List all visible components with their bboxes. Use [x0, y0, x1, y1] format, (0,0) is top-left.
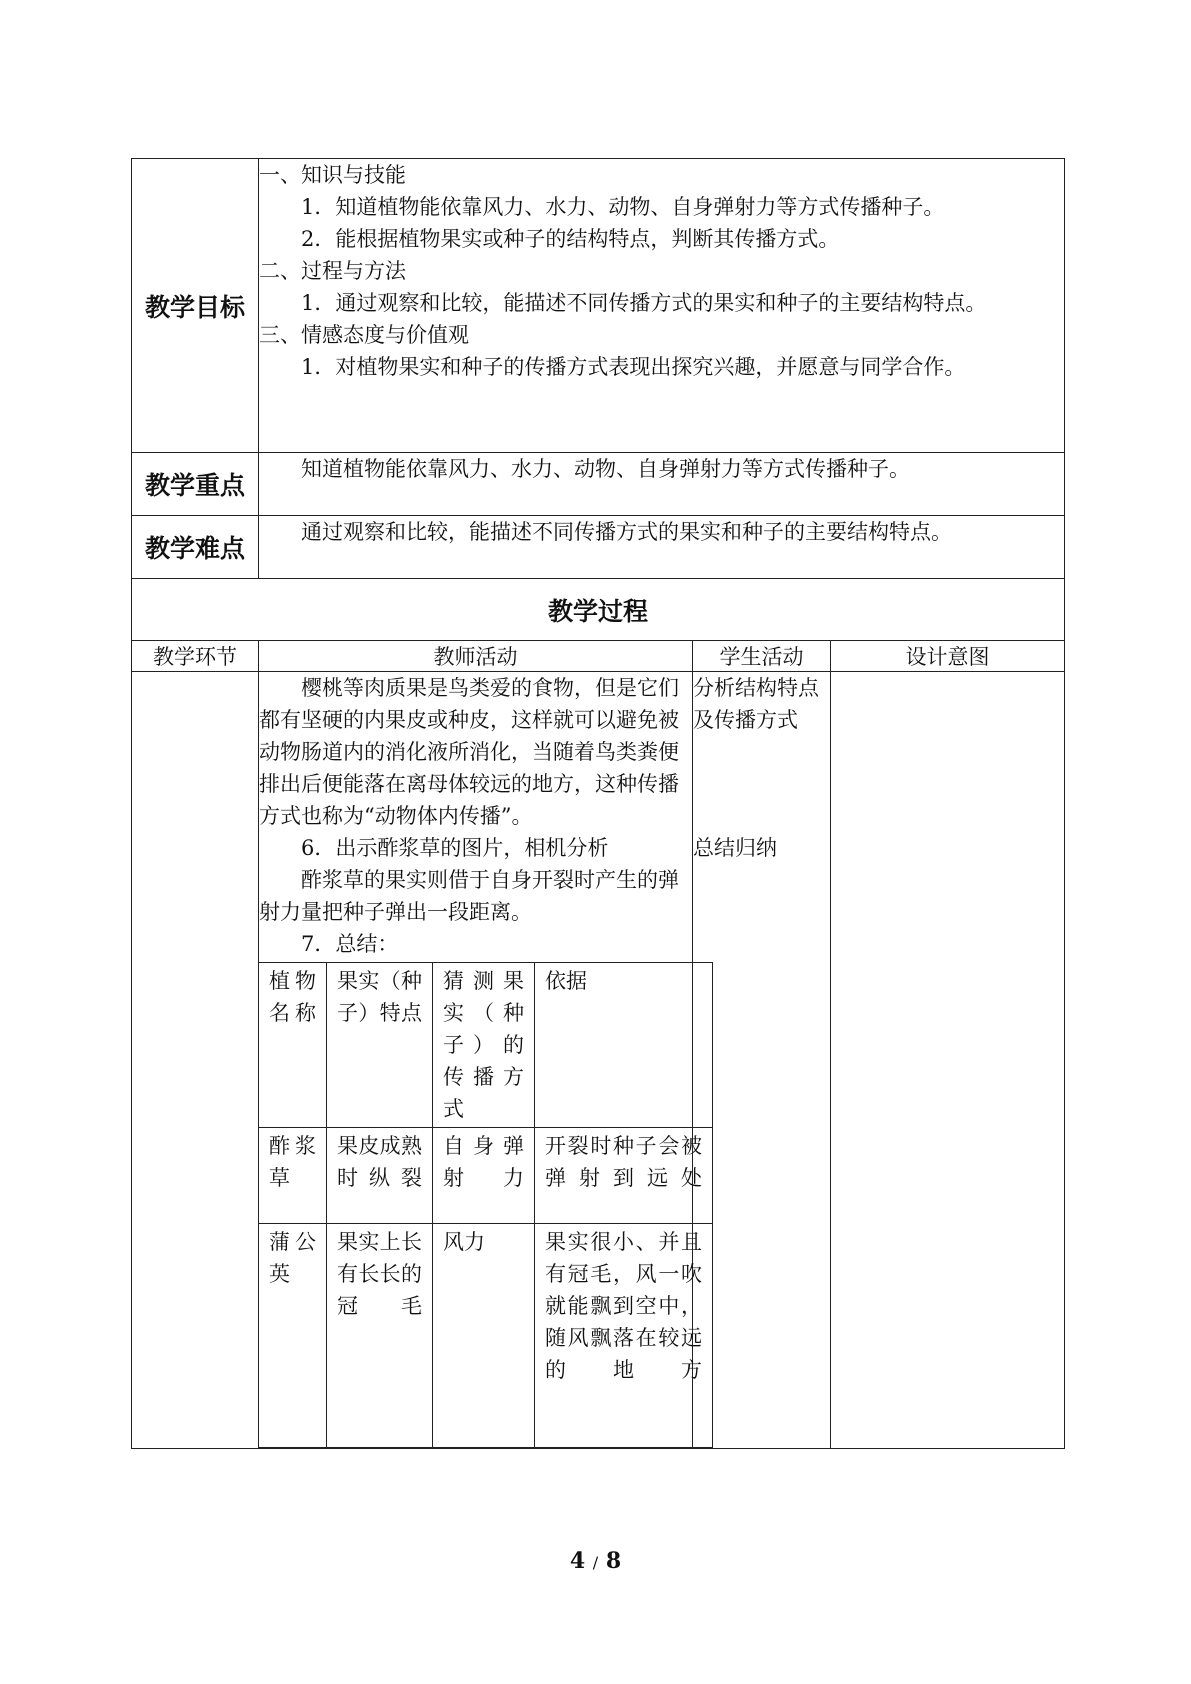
student-activity: 分析结构特点及传播方式	[693, 676, 819, 732]
col-header-stage: 教学环节	[132, 641, 259, 672]
objective-item: 2．能根据植物果实或种子的结构特点，判断其传播方式。	[301, 227, 840, 251]
objectives-label: 教学目标	[132, 159, 259, 453]
col-header-teacher: 教师活动	[259, 641, 693, 672]
summary-cell: 风力	[433, 1224, 535, 1448]
objective-heading: 三、情感态度与价值观	[259, 323, 469, 347]
summary-cell: 果实很小、并且有冠毛，风一吹就能飘到空中，随风飘落在较远的地方	[535, 1224, 713, 1448]
page-current: 4	[569, 1548, 586, 1574]
summary-cell: 蒲公英	[259, 1224, 327, 1448]
summary-cell: 果皮成熟时纵裂	[327, 1128, 433, 1224]
col-header-intent: 设计意图	[831, 641, 1065, 672]
teacher-activity-cell	[259, 672, 702, 1449]
page-total: 8	[605, 1548, 622, 1574]
page-number	[0, 1548, 1191, 1574]
difficulty-text: 通过观察和比较，能描述不同传播方式的果实和种子的主要结构特点。	[301, 520, 952, 544]
summary-cell: 酢浆草	[259, 1128, 327, 1224]
objective-item: 1．通过观察和比较，能描述不同传播方式的果实和种子的主要结构特点。	[301, 291, 987, 315]
student-activity-cell	[693, 672, 831, 1449]
difficulty-row	[132, 516, 1065, 579]
summary-row	[259, 1128, 713, 1224]
process-title: 教学过程	[132, 579, 1065, 641]
process-body-row	[132, 672, 1065, 1449]
teacher-paragraph: 7．总结：	[301, 932, 399, 956]
summary-header-basis: 依据	[535, 963, 713, 1128]
key-point-content	[259, 453, 1065, 516]
key-point-text: 知道植物能依靠风力、水力、动物、自身弹射力等方式传播种子。	[301, 457, 910, 481]
stage-cell	[132, 672, 259, 1449]
page-separator: /	[592, 1553, 599, 1572]
summary-header-guess: 猜测果实（种子）的传播方式	[433, 963, 535, 1128]
lesson-plan-table	[131, 158, 1065, 1449]
objective-heading: 一、知识与技能	[259, 163, 406, 187]
key-point-label: 教学重点	[132, 453, 259, 516]
objective-item: 1．对植物果实和种子的传播方式表现出探究兴趣，并愿意与同学合作。	[301, 355, 966, 379]
process-header-row	[132, 641, 1065, 672]
key-point-row	[132, 453, 1065, 516]
teacher-paragraph: 酢浆草的果实则借于自身开裂时产生的弹射力量把种子弹出一段距离。	[259, 868, 679, 924]
summary-header-name: 植物名称	[259, 963, 327, 1128]
summary-table	[258, 962, 713, 1448]
design-intent-cell	[831, 672, 1065, 1449]
col-header-student: 学生活动	[693, 641, 831, 672]
teacher-paragraph: 樱桃等肉质果是鸟类爱的食物，但是它们都有坚硬的内果皮或种皮，这样就可以避免被动物肠道内的消化液所消化，当随着鸟类粪便排出后便能落在离母体较远的地方，这种传播方式也称为“动物体内传播”。	[259, 676, 679, 828]
summary-header-feature: 果实（种子）特点	[327, 963, 433, 1128]
objectives-row	[132, 159, 1065, 453]
teacher-paragraph: 6．出示酢浆草的图片，相机分析	[301, 836, 609, 860]
objectives-content	[259, 159, 1065, 453]
summary-cell: 开裂时种子会被弹射到远处	[535, 1128, 713, 1224]
objective-heading: 二、过程与方法	[259, 259, 406, 283]
summary-cell: 果实上长有长长的冠毛	[327, 1224, 433, 1448]
summary-row	[259, 1224, 713, 1448]
process-title-row	[132, 579, 1065, 641]
summary-cell: 自身弹射力	[433, 1128, 535, 1224]
student-activity: 总结归纳	[693, 836, 777, 860]
summary-header-row	[259, 963, 713, 1128]
objective-item: 1．知道植物能依靠风力、水力、动物、自身弹射力等方式传播种子。	[301, 195, 945, 219]
difficulty-label: 教学难点	[132, 516, 259, 579]
difficulty-content	[259, 516, 1065, 579]
